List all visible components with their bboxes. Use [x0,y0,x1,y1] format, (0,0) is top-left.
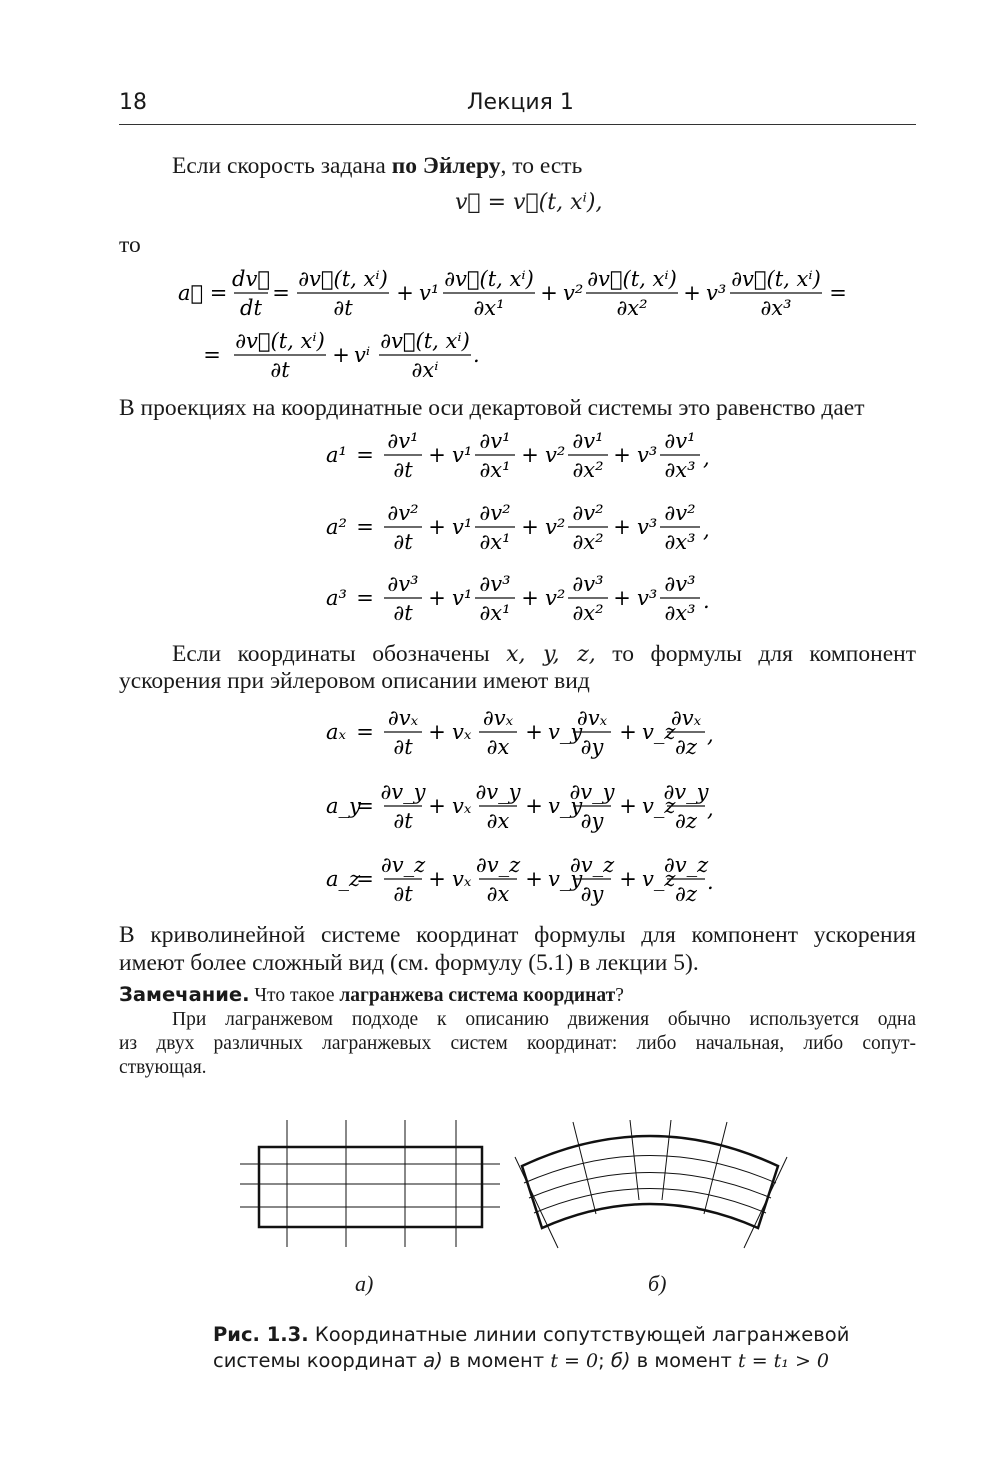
eq-v1: v¹ [452,443,473,467]
coords-vars: x, y, z, [506,642,596,667]
caption-letter-a: а) [423,1349,443,1372]
fraction-denominator: ∂x² [572,458,604,482]
eq-eq: = [356,720,374,744]
eq-v1: v¹ [452,586,473,610]
figure-label-b: б) [648,1271,667,1296]
eq-plus: + [540,281,558,305]
fraction-numerator: ∂v_z [475,853,521,877]
remark-label: Замечание. [119,983,250,1006]
fraction-denominator: ∂x³ [760,296,792,320]
eq-comma: , [703,446,710,470]
fraction-denominator: ∂t [333,296,353,320]
fraction-numerator: ∂v_y [663,780,709,804]
fraction-numerator: ∂v_z [569,853,615,877]
eq-plus: + [332,343,350,367]
eq-eq: = [356,794,374,818]
running-title: Лекция 1 [467,90,574,115]
accel-lhs: a⃗ = [178,281,228,305]
fraction-numerator: ∂v⃗(t, xⁱ) [235,329,325,353]
velocity-equation: v⃗ = v⃗(t, xⁱ), [455,190,603,215]
caption-text-a: системы координат [213,1349,424,1372]
fraction-numerator: ∂vₓ [387,706,419,730]
eq-v2: v² [545,443,566,467]
eq-plus: + [428,720,446,744]
fraction-denominator: ∂t [393,530,413,554]
fraction-denominator: ∂y [580,882,604,906]
fraction-numerator: ∂v³ [387,572,419,596]
remark-question-a: Что такое [249,985,340,1006]
fraction-numerator: ∂v¹ [479,429,511,453]
eq-comma: , [703,518,710,542]
eq-eq: = [272,281,290,305]
eq-comma: , [707,797,714,821]
figure-caption-line-1 [213,1322,849,1348]
eq-plus: + [428,867,446,891]
fraction-denominator: ∂x¹ [479,458,511,482]
fraction-denominator: ∂xⁱ [411,358,439,382]
coords-line-1 [172,640,916,669]
figure-b-curved-grid [515,1120,787,1248]
fraction-denominator: ∂y [580,809,604,833]
eq-plus: + [428,586,446,610]
fraction-numerator: ∂v² [664,501,696,525]
caption-text-e: в момент [630,1349,739,1372]
fraction-numerator: dv⃗ [232,267,270,291]
remark-question-term: лагранжева система координат [339,985,616,1006]
caption-letter-b: б) [610,1349,631,1372]
coords-text-a: Если координаты обозначены [172,641,507,667]
remark-line-1: При лагранжевом подходе к описанию движения обычно используется одна [172,1009,916,1030]
eq-v2: v² [545,515,566,539]
curvilinear-line-2: имеют более сложный вид (см. формулу (5.1) в лекции 5). [119,950,699,976]
eq-vz: v_z [642,720,676,744]
eq-plus: + [521,443,539,467]
eq-eq: = [356,515,374,539]
eq-dot: . [707,870,714,894]
fraction-denominator: ∂t [393,601,413,625]
eq-plus: + [525,720,543,744]
eq-a3: a³ [326,586,347,610]
fraction-denominator: ∂t [393,809,413,833]
eq-plus: + [613,443,631,467]
eq-plus: + [613,515,631,539]
eq-plus: + [683,281,701,305]
fraction-numerator: ∂v³ [479,572,511,596]
fraction-numerator: ∂vₓ [576,706,608,730]
fraction-numerator: ∂v_z [663,853,709,877]
eq-v3: v³ [637,515,658,539]
fraction-numerator: ∂v¹ [572,429,604,453]
eq-plus: + [521,586,539,610]
eq-plus: + [428,443,446,467]
fraction-numerator: ∂v⃗(t, xⁱ) [298,267,388,291]
fraction-numerator: ∂v_y [475,780,521,804]
fraction-numerator: ∂v⃗(t, xⁱ) [380,329,470,353]
eq-vz: v_z [642,794,676,818]
fraction-denominator: ∂x³ [664,458,696,482]
eq-eq: = [829,281,847,305]
fraction-numerator: ∂v³ [664,572,696,596]
eq-v1: v¹ [452,515,473,539]
eq-comma: , [707,723,714,747]
fraction-denominator: ∂x [486,735,510,759]
eq-plus: + [428,794,446,818]
eq-v1: v¹ [419,281,440,305]
caption-semicolon: ; [598,1349,611,1372]
fraction-numerator: ∂v_y [569,780,615,804]
eq-v3: v³ [637,443,658,467]
coords-text-b: то формулы для компонент [595,641,916,667]
figure-caption-text: Координатные линии сопутствующей лагранжевой [308,1323,850,1346]
eq-vz: v_z [642,867,676,891]
figure-a-rect-grid [240,1120,500,1247]
eq-plus: + [619,720,637,744]
fraction-denominator: ∂x² [572,530,604,554]
caption-text-b: в момент [442,1349,551,1372]
fraction-denominator: ∂y [580,735,604,759]
remark-heading [119,983,624,1008]
eq-dot: . [473,343,480,367]
eq-plus: + [619,794,637,818]
caption-moment-t1: t = t₁ > 0 [738,1350,830,1372]
figure-caption-line-2 [213,1348,829,1374]
fraction-denominator: ∂x² [616,296,648,320]
eq-a2: a² [326,515,347,539]
eq-eq: = [203,343,221,367]
eq-plus: + [521,515,539,539]
fraction-denominator: ∂x [486,882,510,906]
fraction-numerator: ∂v³ [572,572,604,596]
fraction-denominator: ∂t [393,882,413,906]
fraction-numerator: ∂v_y [380,780,426,804]
eq-v3: v³ [637,586,658,610]
eq-ay: a_y [326,794,361,818]
eq-v3: v³ [706,281,727,305]
projections-text: В проекциях на координатные оси декартовой системы это равенство дает [119,395,865,421]
fraction-numerator: ∂v⃗(t, xⁱ) [444,267,534,291]
fraction-denominator: dt [240,296,262,320]
fraction-numerator: ∂v² [479,501,511,525]
eq-vx: vₓ [452,720,472,744]
fraction-numerator: ∂v⃗(t, xⁱ) [587,267,677,291]
eq-vy: v_y [548,794,583,818]
fraction-denominator: ∂z [675,735,697,759]
fraction-numerator: ∂v² [572,501,604,525]
eq-vx: vₓ [452,867,472,891]
coords-line-2: ускорения при эйлеровом описании имеют вид [119,668,590,694]
eq-plus: + [613,586,631,610]
eq-plus: + [619,867,637,891]
fraction-numerator: ∂v⃗(t, xⁱ) [731,267,821,291]
euler-intro-text: Если скорость задана [172,153,392,179]
fraction-denominator: ∂x³ [664,601,696,625]
curvilinear-line-1: В криволинейной системе координат формулы для компонент ускорения [119,922,916,948]
fraction-denominator: ∂x³ [664,530,696,554]
eq-ax: aₓ [326,720,346,744]
euler-intro-tail: , то есть [500,153,583,179]
eq-eq: = [356,443,374,467]
fraction-denominator: ∂x¹ [479,601,511,625]
eq-vy: v_y [548,867,583,891]
fraction-denominator: ∂x¹ [473,296,505,320]
figure-grids [230,1120,810,1250]
remark-line-3: ствующая. [119,1057,207,1078]
fraction-numerator: ∂v² [387,501,419,525]
eq-plus: + [525,867,543,891]
caption-moment-zero: t = 0 [550,1350,599,1372]
page-number: 18 [119,90,147,115]
eq-eq: = [356,867,374,891]
eq-vy: v_y [548,720,583,744]
then-word: то [119,232,141,258]
euler-term: по Эйлеру [391,153,501,179]
fraction-numerator: ∂v¹ [387,429,419,453]
fraction-denominator: ∂x¹ [479,530,511,554]
fraction-denominator: ∂z [675,809,697,833]
fraction-numerator: ∂vₓ [482,706,514,730]
fraction-numerator: ∂v_z [380,853,426,877]
remark-line-2: из двух различных лагранжевых систем координат: либо начальная, либо сопут- [119,1033,916,1054]
fraction-numerator: ∂v¹ [664,429,696,453]
eq-v2: v² [563,281,584,305]
eq-a1: a¹ [326,443,347,467]
eq-az: a_z [326,867,361,891]
fraction-denominator: ∂z [675,882,697,906]
eq-plus: + [525,794,543,818]
figure-caption-label: Рис. 1.3. [213,1323,309,1346]
fraction-denominator: ∂t [270,358,290,382]
eq-vi: vⁱ [354,343,371,367]
fraction-numerator: ∂vₓ [670,706,702,730]
fraction-denominator: ∂t [393,735,413,759]
fraction-denominator: ∂x [486,809,510,833]
eq-vx: vₓ [452,794,472,818]
fraction-denominator: ∂t [393,458,413,482]
figure-label-a: а) [355,1271,374,1296]
eq-eq: = [356,586,374,610]
eq-v2: v² [545,586,566,610]
eq-plus: + [396,281,414,305]
eq-dot: . [703,589,710,613]
eq-plus: + [428,515,446,539]
remark-question-end: ? [615,985,624,1006]
fraction-denominator: ∂x² [572,601,604,625]
